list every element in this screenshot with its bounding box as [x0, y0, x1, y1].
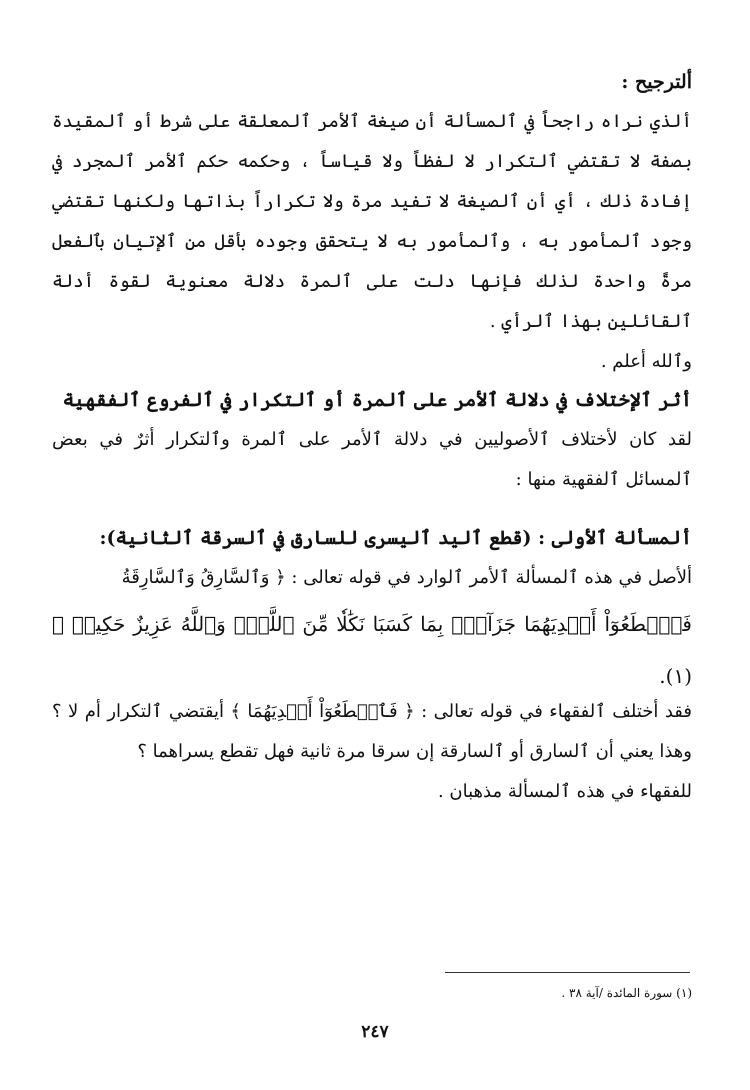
issue-one-paragraph: فقد أختلف ٱلفقهاء في قوله تعالى : ﴿ فَٱقۡطَعُوٓاْ أَيۡدِيَهُمَا ﴾ أيقتضي ٱلتكرار أم لا ؟ وهذا يعني أن ٱلسارق أو ٱلسارقة إن سرقا مرة ثانية فهل تقطع يسراهما ؟: [52, 701, 692, 762]
footnote-divider: [445, 972, 690, 973]
issue-one-discussion: [52, 692, 692, 812]
tarjih-paragraph: ألذي نراه راجحاً في ٱلمسألة أن صيغة ٱلأمر ٱلمعلقة على شرط أو ٱلمقيدة بصفة لا تقتضي ٱلتكرار لا لفظاً ولا قياساً ، وحكمه حكم ٱلأمر ٱلمجرد في إفادة ذلك ، أي أن ٱلصيغة لا تفيد مرة ولا تكراراً بذاتها ولكنها تقتضي وجود ٱلمأمور به ، وٱلمأمور به لا يتحقق وجوده بأقل من ٱلإتيان بٱلفعل مرةً واحدة لذلك فإنها دلت على ٱلمرة دلالة معنوية لقوة أدلة ٱلقائلين بهذا ٱلرأي .: [52, 111, 692, 332]
issue-one-closing: للفقهاء في هذه ٱلمسألة مذهبان .: [437, 781, 692, 802]
tarjih-section: [52, 62, 692, 382]
effect-section: [52, 380, 692, 500]
tarjih-heading: ألترجيح :: [621, 71, 692, 93]
effect-intro: لقد كان لأختلاف ٱلأصوليين في دلالة ٱلأمر على ٱلمرة وٱلتكرار أثرٌ في بعض ٱلمسائل ٱلفقهية منها :: [52, 429, 692, 490]
quran-verse: فَٱقۡطَعُوٓاْ أَيۡدِيَهُمَا جَزَآءَۢ بِمَا كَسَبَا نَكَٰلٗا مِّنَ ٱللَّهِۗ وَٱللَّهُ عَزِيزٌ حَكِيمٞ ﴾ (١).: [52, 612, 692, 688]
issue-one-verse-intro: ألأصل في هذه ٱلمسألة ٱلأمر ٱلوارد في قوله تعالى : ﴿ وَٱلسَّارِقُ وَٱلسَّارِقَةُ: [121, 567, 692, 588]
issue-one-heading: ألمسألة ٱلأولى : (قطع ٱليد ٱليسرى للسارق في ٱلسرقة ٱلثانية):: [99, 527, 692, 549]
issue-one-section: [52, 518, 692, 702]
tarjih-closing: وٱلله أعلم .: [600, 351, 692, 372]
effect-heading: أثر ٱلإختلاف في دلالة ٱلأمر على ٱلمرة أو ٱلتكرار في ٱلفروع ٱلفقهية: [62, 389, 692, 411]
footnote: (١) سورة المائدة /آية ٣٨ .: [561, 986, 692, 1000]
page-number: ٢٤٧: [361, 1022, 389, 1042]
